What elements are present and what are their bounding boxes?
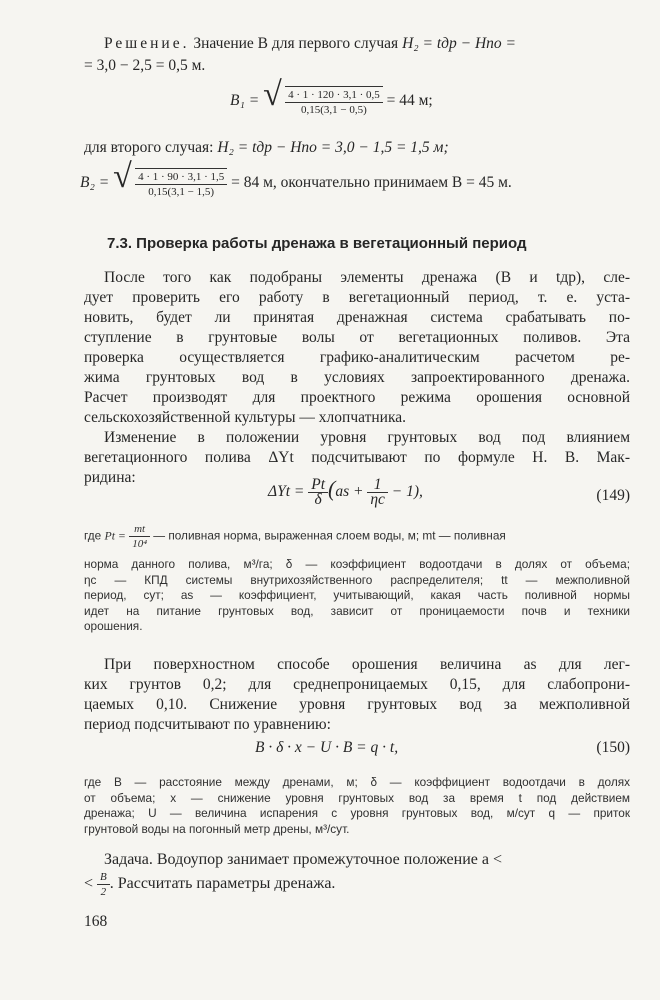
b2-result: = 84 м, окончательно принимаем B = 45 м.	[231, 174, 512, 192]
eq149-lhs: ΔYt =	[268, 483, 305, 501]
solution-lead: Решение.	[104, 35, 190, 52]
note1-line: период, сут; as — коэффициент, учитывающий, какая часть поливной нормы	[84, 588, 630, 602]
task-frac-den: 2	[100, 886, 107, 898]
paragraph-3	[84, 655, 630, 735]
b1-formula	[230, 76, 433, 117]
section-title: 7.3. Проверка работы дренажа в вегетационный период	[107, 235, 527, 252]
task-line-2	[84, 870, 335, 899]
eq149-term1: as +	[335, 483, 364, 501]
second-case-line	[84, 138, 449, 158]
b1-denominator: 0,15(3,1 − 0,5)	[301, 104, 367, 116]
b1-fraction	[285, 88, 383, 117]
para1-line: Расчет производят для проектного режима орошения основной	[84, 389, 630, 406]
solution-line-2: = 3,0 − 2,5 = 0,5 м.	[84, 57, 206, 74]
para1-line: ступление в грунтовые волы от вегетационных поливов. Эта	[84, 329, 630, 346]
b1-numerator: 4 · 1 · 120 · 3,1 · 0,5	[285, 88, 383, 103]
para2-line: вегетационного полива ΔYt подсчитывают по формуле Н. В. Мак-	[84, 449, 630, 466]
sqrt-icon: √	[263, 76, 282, 113]
task-fraction	[97, 870, 110, 899]
b2-numerator: 4 · 1 · 90 · 3,1 · 1,5	[135, 170, 227, 185]
note2-line: дренажа; U — величина испарения с уровня грунтовых вод, м/сут q — приток	[84, 806, 630, 820]
eq149-frac1-den: δ	[314, 491, 322, 508]
note1-line: орошения.	[84, 619, 143, 633]
note1-line: ηс — КПД системы внутрихозяйственного распределителя; tt — межполивной	[84, 572, 630, 587]
note1-frac-den: 10⁴	[132, 538, 148, 550]
equation-149-number: (149)	[596, 487, 630, 504]
task-text-2: . Рассчитать параметры дренажа.	[109, 875, 336, 893]
note-1-first-line	[84, 522, 506, 551]
b1-sqrt	[263, 76, 383, 117]
page-number: 168	[84, 913, 108, 930]
para1-line: жима грунтовых вод в условиях запроектированного дренажа.	[84, 369, 630, 386]
note2-line: грунтовой воды на погонный метр дрены, м³/сут.	[84, 821, 350, 836]
para3-line: период подсчитывают по уравнению:	[84, 716, 331, 733]
equation-149	[268, 478, 423, 507]
eq149-fraction-2	[367, 478, 388, 507]
h2-first-formula: H₂ = tдр − Hпо =	[402, 35, 516, 52]
second-case-label: для второго случая:	[84, 139, 214, 156]
note2-line: где B — расстояние между дренами, м; δ — коэффициент водоотдачи в долях	[84, 775, 630, 789]
para1-line: проверка осуществляется графико-аналитическим расчетом ре-	[84, 349, 630, 366]
equation-150: B · δ · x − U · B = q · t,	[255, 739, 399, 756]
eq149-frac2-num: 1	[367, 478, 388, 493]
para1-line: новить, будет ли принятая дренажная система срабатывать по-	[84, 309, 630, 326]
b2-sqrt	[113, 158, 227, 199]
note1-line: норма данного полива, м³/га; δ — коэффициент водоотдачи в долях от объема;	[84, 557, 630, 571]
b1-result: = 44 м;	[386, 92, 433, 110]
note1-line: идет на питание грунтовых вод, зависит от проницаемости почв и техники	[84, 603, 630, 618]
b2-formula	[80, 158, 512, 199]
note-2	[84, 775, 630, 837]
eq149-fraction-1	[308, 478, 328, 507]
para1-line: дует проверить его работу в вегетационный период, т. е. уста-	[84, 289, 630, 306]
note-1-body	[84, 557, 630, 635]
para2-line: Изменение в положении уровня грунтовых вод под влиянием	[104, 429, 630, 446]
para3-line: ких грунтов 0,2; для среднепроницаемых 0,15, для слабопрони-	[84, 676, 630, 693]
note1-rest: — поливная норма, выраженная слоем воды, м; mt — поливная	[153, 528, 506, 543]
para3-line: цаемых 0,10. Снижение уровня грунтовых вод за межполивной	[84, 696, 630, 713]
h2-second-formula: H₂ = tдр − Hпо = 3,0 − 1,5 = 1,5 м;	[217, 139, 449, 156]
task-label: Задача.	[104, 851, 153, 868]
sqrt-icon: √	[113, 158, 132, 195]
note2-line: от объема; x — снижение уровня грунтовых вод за время t под действием	[84, 790, 630, 805]
para1-line: После того как подобраны элементы дренажа (B и tдр), сле-	[104, 269, 630, 286]
paragraph-1	[84, 268, 630, 428]
para1-line: сельскохозяйственной культуры — хлопчатника.	[84, 409, 407, 426]
task-frac-num: B	[97, 870, 110, 885]
task-text-1: Водоупор занимает промежуточное положение a <	[156, 851, 502, 868]
b2-label: B₂ =	[80, 174, 110, 192]
b1-label: B₁ =	[230, 92, 260, 110]
note1-start: где	[84, 528, 102, 543]
equation-150-number: (150)	[596, 739, 630, 756]
eq149-paren: (	[328, 476, 336, 502]
b2-fraction	[135, 170, 227, 199]
b2-denominator: 0,15(3,1 − 1,5)	[148, 186, 215, 198]
note1-pt: Pt =	[104, 528, 126, 543]
para3-line: При поверхностном способе орошения величина as для лег-	[104, 656, 630, 673]
eq149-frac1-num: Pt	[308, 478, 328, 493]
para2-line: ридина:	[84, 469, 136, 486]
solution-line-1	[104, 34, 516, 54]
note1-frac-num: mt	[129, 522, 150, 537]
eq149-frac2-den: ηс	[370, 491, 385, 508]
note1-fraction	[129, 522, 150, 551]
eq149-tail: − 1),	[391, 483, 423, 501]
task-line-1	[104, 850, 502, 870]
solution-text-1: Значение B для первого случая	[193, 35, 399, 52]
task-lt: <	[84, 875, 94, 893]
